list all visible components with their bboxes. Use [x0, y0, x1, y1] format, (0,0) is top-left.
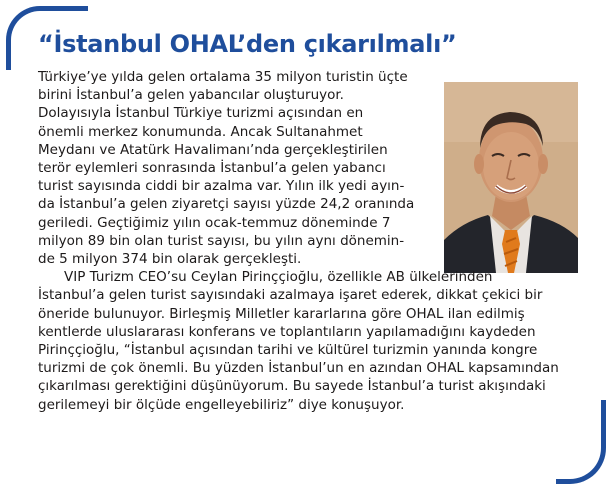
article-body — [38, 68, 600, 414]
article-headline: “İstanbul OHAL’den çıkarılmalı” — [38, 30, 457, 58]
text-line: terör eylemleri sonrasında İstanbul’a gelen yabancı — [38, 160, 386, 177]
text-line: Pirinççioğlu, “İstanbul açısından tarihi ve kültürel turizmin yanında kongre — [38, 342, 538, 359]
text-line: turizmi de çok önemli. Bu yüzden İstanbul’un en azından OHAL kapsamından — [38, 360, 559, 377]
text-line: geriledi. Geçtiğimiz yılın ocak-temmuz döneminde 7 — [38, 214, 391, 231]
text-line: birini İstanbul’a gelen yabancılar oluşturuyor. — [38, 87, 344, 104]
paragraph-1 — [38, 68, 600, 268]
text-line: VIP Turizm CEO’su Ceylan Pirinççioğlu, özellikle AB ülkelerinden — [64, 269, 493, 286]
text-line: milyon 89 bin olan turist sayısı, bu yılın aynı dönemin- — [38, 232, 405, 249]
text-line: çıkarılması gerektiğini düşünüyorum. Bu sayede İstanbul’a turist akışındaki — [38, 378, 546, 395]
text-line: Dolayısıyla İstanbul Türkiye turizmi açısından en — [38, 105, 364, 122]
text-line: kentlerde uluslararası konferans ve toplantıların yapılamadığını kaydeden — [38, 323, 536, 340]
text-line: de 5 milyon 374 bin olarak gerçekleşti. — [38, 251, 302, 268]
text-line: turist sayısında ciddi bir azalma var. Yılın ilk yedi ayın- — [38, 178, 405, 195]
text-line: da İstanbul’a gelen ziyaretçi sayısı yüzde 24,2 oranında — [38, 196, 415, 213]
text-line: önemli merkez konumunda. Ancak Sultanahmet — [38, 123, 363, 140]
text-line: Meydanı ve Atatürk Havalimanı’nda gerçekleştirilen — [38, 141, 388, 158]
paragraph-2 — [38, 268, 600, 414]
text-line: Türkiye’ye yılda gelen ortalama 35 milyon turistin üçte — [38, 69, 408, 85]
text-line: İstanbul’a gelen turist sayısındaki azalmaya işaret ederek, dikkat çekici bir — [38, 287, 543, 304]
text-line: gerilemeyi bir ölçüde engelleyebiliriz” diye konuşuyor. — [38, 396, 405, 413]
text-line: öneride bulunuyor. Birleşmiş Milletler kararlarına göre OHAL ilan edilmiş — [38, 305, 525, 322]
